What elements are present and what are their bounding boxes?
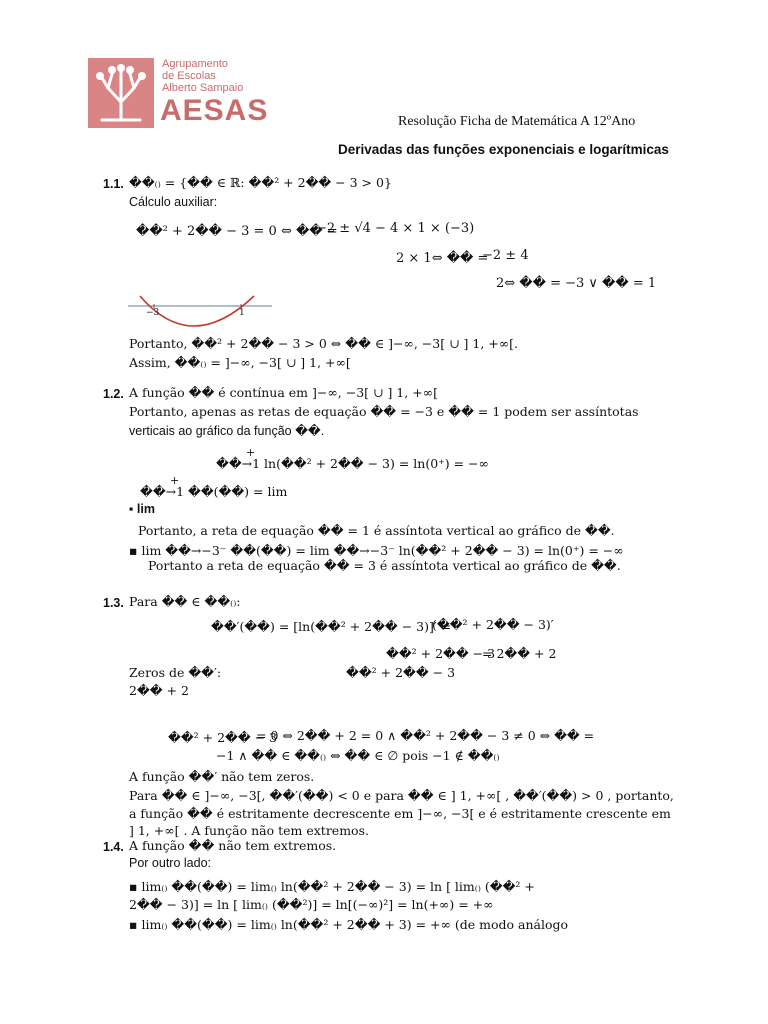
section-1-4-line-3: ▪ lim₍₎ ��(��) = lim₍₎ ln(��² + 2�� − 3) = ln [ lim₍₎ (��² + (129, 879, 535, 894)
section-1-1-aux-label: Cálculo auxiliar: (129, 195, 218, 209)
zeros-label: Zeros de ��′: (129, 665, 222, 680)
zeros-equation-a: ��² + 2�� − 3 (168, 730, 278, 745)
tree-emblem-icon (88, 58, 154, 128)
derivative-numerator: (��² + 2�� − 3)′ (432, 617, 554, 632)
section-1-1-eq1-numerator: −2 ± √4 − 4 × 1 × (−3) (316, 221, 475, 236)
section-1-3-line-3: Para �� ∈ ]−∞, −3[, ��′(��) < 0 e para �� ∈ ] 1, +∞[ , ��′(��) > 0 , portanto, (129, 788, 674, 803)
limit-1-bullet: ▪ lim (129, 502, 155, 516)
doc-subtitle: Derivadas das funções exponenciais e logarítmicas (338, 142, 669, 157)
section-1-2-line-2: Portanto, apenas as retas de equação �� = −3 e �� = 1 podem ser assíntotas (129, 404, 639, 419)
limit-1-superscript-a: + (246, 446, 256, 459)
section-1-1-eq1: ��² + 2�� − 3 = 0 ⇔ �� = (136, 224, 338, 239)
parabola-sign-graph (126, 292, 276, 332)
logo-line-1: Agrupamento (162, 58, 229, 70)
limit-1-expression: ��→1 ln(��² + 2�� − 3) = ln(0⁺) = −∞ (216, 456, 489, 471)
section-1-4-line-1: A função �� não tem extremos. (129, 838, 337, 853)
section-1-4-line-5: ▪ lim₍₎ ��(��) = lim₍₎ ln(��² + 2�� + 3) = +∞ (de modo análogo (129, 917, 569, 932)
section-1-2-line-3: verticais ao gráfico da função ��. (129, 424, 325, 438)
section-1-4-line-4: 2�� − 3)] = ln [ lim₍₎ (��²)] = ln[(−∞)²] = ln(+∞) = +∞ (129, 897, 494, 912)
zeros-numerator: 2�� + 2 (129, 683, 189, 698)
section-1-2-number: 1.2. (103, 387, 124, 401)
zeros-denominator: ��² + 2�� − 3 (346, 665, 456, 680)
logo-line-3: Alberto Sampaio (162, 82, 244, 94)
section-1-1-conclusion-2: Assim, ��₍₎ = ]−∞, −3[ ∪ ] 1, +∞[ (129, 355, 351, 370)
limit-1-superscript-b: + (170, 474, 180, 487)
derivative-denominator: ��² + 2�� − 3 (386, 646, 496, 661)
limit-2-expression: ▪ lim ��→−3⁻ ��(��) = lim ��→−3⁻ ln(��² + 2�� − 3) = ln(0⁺) = −∞ (129, 543, 624, 558)
logo-acronym: AESAS (160, 94, 269, 127)
section-1-2-line-5: Portanto a reta de equação �� = 3 é assíntota vertical ao gráfico de ��. (148, 558, 621, 573)
zeros-equation-c: −1 ∧ �� ∈ ��₍₎ ⇔ �� ∈ ∅ pois −1 ∉ ��₍₎ (216, 748, 500, 763)
section-1-3-line-5: ] 1, +∞[ . A função não tem extremos. (129, 823, 369, 838)
section-1-1-conclusion-1: Portanto, ��² + 2�� − 3 > 0 ⇔ �� ∈ ]−∞, −3[ ∪ ] 1, +∞[. (129, 336, 519, 351)
section-1-3-line-1: Para �� ∈ ��₍₎: (129, 594, 241, 609)
section-1-4-number: 1.4. (103, 840, 124, 854)
section-1-1-number: 1.1. (103, 177, 124, 191)
section-1-3-line-2: A função ��′ não tem zeros. (129, 769, 315, 784)
derivative-result: = 2�� + 2 (482, 646, 557, 661)
section-1-3-line-4: a função �� é estritamente decrescente em ]−∞, −3[ e é estritamente crescente em (129, 806, 671, 821)
zeros-equation-b: = 0 ⇔ 2�� + 2 = 0 ∧ ��² + 2�� − 3 ≠ 0 ⇔ �� = (256, 728, 595, 743)
section-1-3-number: 1.3. (103, 596, 124, 610)
school-logo (88, 58, 269, 130)
logo-line-2: de Escolas (162, 70, 216, 82)
section-1-1-eq2-numerator: −2 ± 4 (482, 248, 529, 263)
section-1-1-domain: ��₍₎ = {�� ∈ ℝ: ��² + 2�� − 3 > 0} (129, 175, 392, 190)
section-1-2-line-4: Portanto, a reta de equação �� = 1 é assíntota vertical ao gráfico de ��. (138, 523, 615, 538)
doc-title: Resolução Ficha de Matemática A 12ºAno (398, 114, 636, 129)
limit-1-expression-b: ��→1 ��(��) = lim (140, 484, 288, 499)
section-1-2-line-1: A função �� é contínua em ]−∞, −3[ ∪ ] 1, +∞[ (129, 385, 438, 400)
section-1-4-line-2: Por outro lado: (129, 856, 211, 870)
derivative-expression: ��′(��) = [ln(��² + 2�� − 3)]′ = (211, 619, 452, 634)
graph-tick-minus-3: −3 (146, 308, 160, 318)
section-1-1-eq3: 2⇔ �� = −3 ∨ �� = 1 (496, 276, 657, 291)
graph-tick-1: 1 (239, 308, 245, 318)
section-1-1-eq2: 2 × 1⇔ �� = (396, 251, 489, 266)
